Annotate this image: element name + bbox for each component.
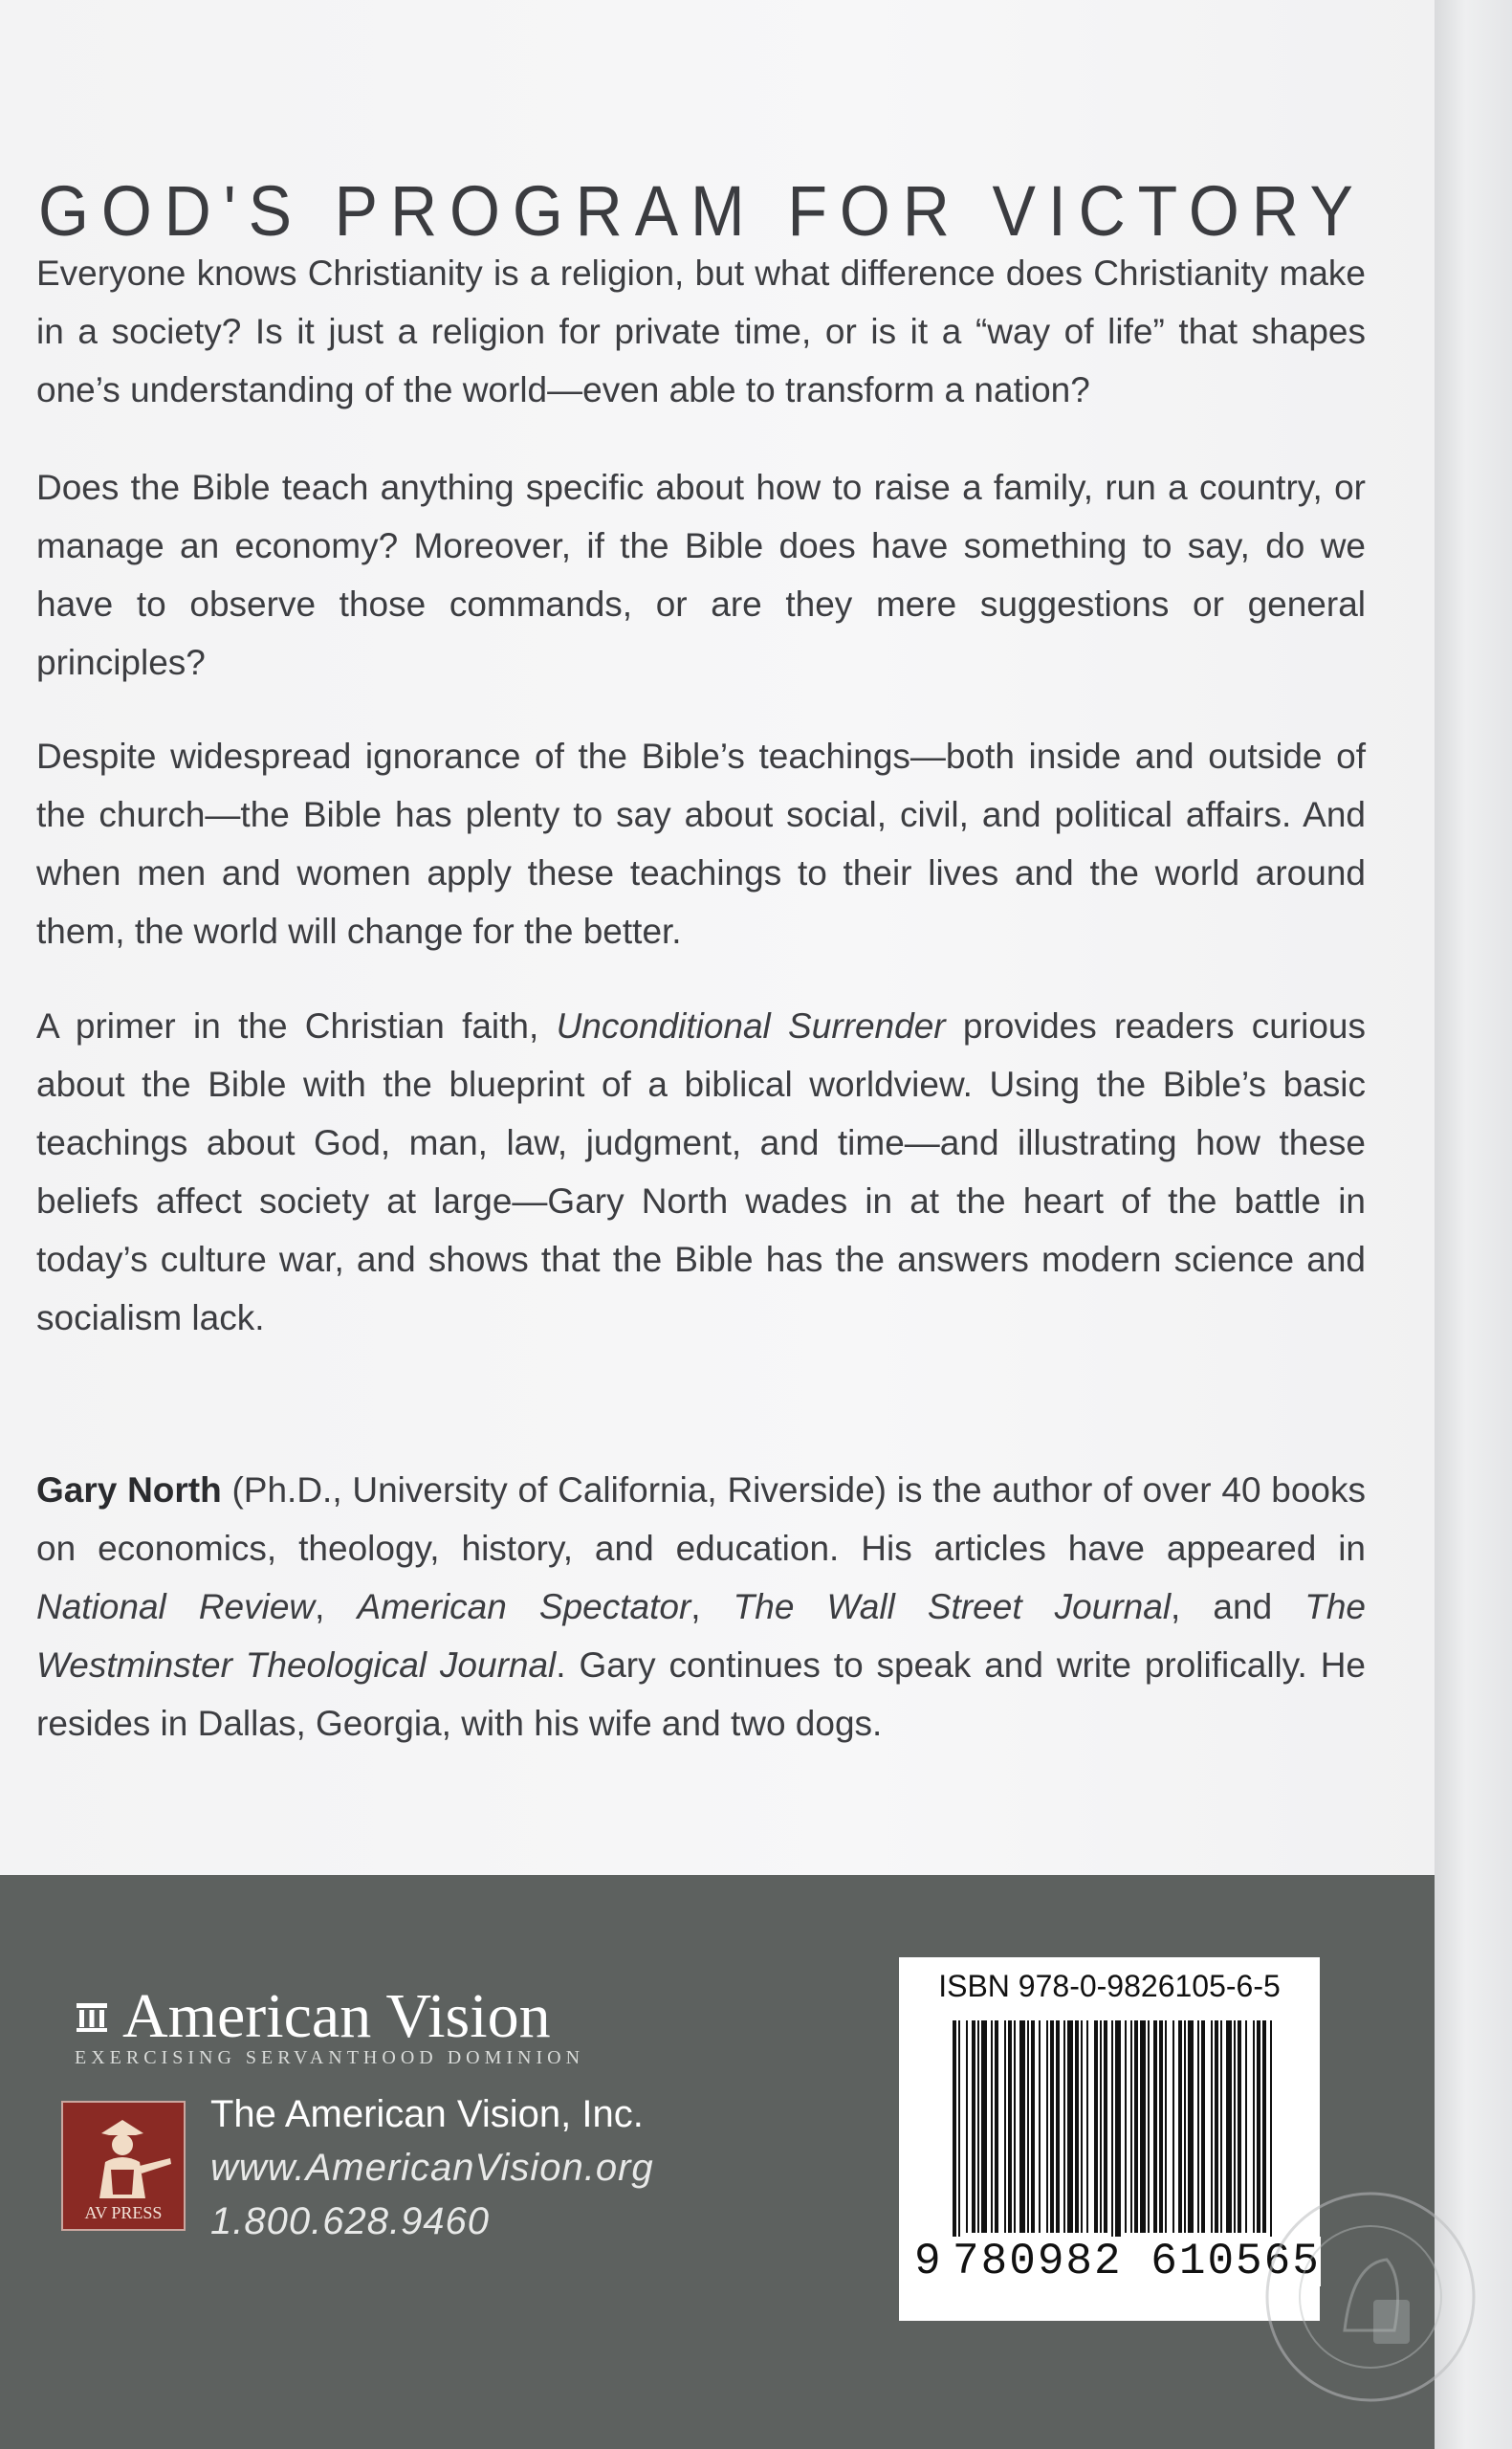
paragraph-1-text: Everyone knows Christianity is a religion, but what difference does Christianity make in a society? Is it just a religion for private time, or is it a “way of life” that shapes one’s understanding of the world—even able to transform a nation? [36, 254, 1366, 409]
barcode-lead-digit: 9 [914, 2237, 941, 2286]
book-title: Unconditional Surrender [556, 1006, 946, 1046]
minuteman-illustration [63, 2107, 184, 2202]
barcode-bar [1220, 2020, 1222, 2233]
barcode-bar [981, 2020, 987, 2233]
barcode-bar [1019, 2020, 1025, 2233]
barcode-bar [1201, 2020, 1205, 2233]
av-press-badge [61, 2101, 186, 2231]
barcode-bar [995, 2020, 998, 2233]
author-bio-text [36, 1461, 1366, 1753]
publisher-url[interactable]: www.AmericanVision.org [210, 2147, 654, 2189]
paragraph-4 [36, 997, 1366, 1347]
barcode-bar [972, 2020, 975, 2233]
barcode-bar [1140, 2020, 1146, 2233]
cover-edge [1435, 0, 1512, 2449]
paragraph-2 [36, 458, 1366, 692]
barcode-bar [966, 2020, 968, 2233]
isbn-number: ISBN 978-0-9826105-6-5 [938, 1969, 1281, 2003]
barcode-bar [1056, 2020, 1060, 2233]
barcode-bar [1063, 2020, 1065, 2233]
barcode-digits: 780982 610565 [953, 2237, 1321, 2286]
author-name: Gary North [36, 1470, 222, 1510]
seller-watermark-stamp [1260, 2187, 1480, 2407]
barcode-bar [1159, 2020, 1163, 2233]
barcode-bar [1115, 2020, 1121, 2260]
barcode-bar [1211, 2020, 1213, 2233]
author-bio [36, 1461, 1366, 1753]
barcode-bar [1067, 2020, 1073, 2233]
barcode-bar [991, 2020, 993, 2233]
barcode-bar [1153, 2020, 1157, 2233]
publication-1: National Review [36, 1587, 316, 1626]
barcode-bar [1039, 2020, 1041, 2233]
barcode-bar [1130, 2020, 1132, 2233]
barcode-bar [1234, 2020, 1236, 2233]
barcode-bars [953, 2020, 1274, 2260]
publisher-phone: 1.800.628.9460 [210, 2200, 491, 2242]
publisher-logo [75, 1980, 551, 2053]
publication-2: American Spectator [357, 1587, 691, 1626]
publisher-name: The American Vision, Inc. [210, 2093, 644, 2135]
av-press-label: AV PRESS [84, 2203, 163, 2222]
barcode-bar [1081, 2020, 1083, 2233]
barcode-bar [1165, 2020, 1167, 2233]
barcode-bar [1172, 2020, 1174, 2233]
barcode-label [899, 1957, 1320, 2321]
barcode-bar [958, 2020, 960, 2260]
separator-1: , [315, 1587, 358, 1626]
barcode-bar [1178, 2020, 1182, 2233]
barcode-bar [1197, 2020, 1199, 2233]
barcode-bar [1253, 2020, 1255, 2233]
logo-wordmark: American Vision [122, 1981, 551, 2051]
barcode-bar [1188, 2020, 1194, 2233]
barcode-bar [1031, 2020, 1035, 2233]
publication-3: The Wall Street Journal [733, 1587, 1172, 1626]
barcode-bar [1215, 2020, 1218, 2233]
paragraph-2-text: Does the Bible teach anything specific about how to raise a family, run a country, or manage an economy? Moreover, if the Bible does have something to say, do we have to observe those commands, or are they mere suggestions or general principles? [36, 468, 1366, 682]
barcode-bar [953, 2020, 956, 2260]
barcode-bar [1046, 2020, 1048, 2233]
publication-4: The Westminster Theological Journal [36, 1587, 1367, 1685]
barcode-bar [1104, 2020, 1107, 2233]
barcode-bar [1075, 2020, 1079, 2233]
barcode-bar [977, 2020, 979, 2233]
barcode-bar [1125, 2020, 1127, 2233]
barcode-bar [1027, 2020, 1029, 2233]
author-bio-part-2: . Gary continues to speak and write prolifically. He resides in Dallas, Georgia, with his wife and two dogs. [36, 1645, 1366, 1743]
author-bio-part-1: (Ph.D., University of California, Riverside) is the author of over 40 books on economics, theology, history, and education. His articles have appeared in [36, 1470, 1366, 1568]
paragraph-4-rest: provides readers curious about the Bible with the blueprint of a biblical worldview. Using the Bible’s basic teachings about God, man, law, judgment, and time—and illustrating how these beliefs affect society at large—Gary North wades in at the heart of the battle in today’s culture war, and shows that the Bible has the answers modern science and socialism lack. [36, 1006, 1366, 1337]
paragraph-1 [36, 244, 1366, 419]
separator-2: , [690, 1587, 734, 1626]
paragraph-3-text: Despite widespread ignorance of the Bible’s teachings—both inside and outside of the church—the Bible has plenty to say about social, civil, and political affairs. And when men and women apply these teachings to their lives and the world around them, the world will change for the better. [36, 737, 1366, 951]
barcode-bar [1008, 2020, 1012, 2233]
separator-3: , and [1171, 1587, 1305, 1626]
barcode-bar [1086, 2020, 1088, 2233]
barcode-bar [1094, 2020, 1098, 2233]
barcode-bar [1226, 2020, 1232, 2233]
barcode-bar [1004, 2020, 1006, 2233]
barcode-bar [1245, 2020, 1247, 2233]
paragraph-4-intro: A primer in the Christian faith, [36, 1006, 557, 1046]
logo-tagline: EXERCISING SERVANTHOOD DOMINION [75, 2047, 585, 2068]
barcode-bar [1050, 2020, 1054, 2233]
paragraph-3 [36, 727, 1366, 960]
barcode-bar [1148, 2020, 1150, 2233]
cover-heading: GOD'S PROGRAM FOR VICTORY [38, 170, 1366, 251]
barcode-bar [1014, 2020, 1016, 2233]
barcode-bar [1184, 2020, 1186, 2233]
building-icon [75, 1999, 109, 2034]
paragraph-4-text [36, 997, 1366, 1347]
barcode-bar [1100, 2020, 1102, 2233]
barcode-bar [1134, 2020, 1138, 2233]
barcode-bar [1238, 2020, 1241, 2233]
barcode-bar [1111, 2020, 1113, 2260]
